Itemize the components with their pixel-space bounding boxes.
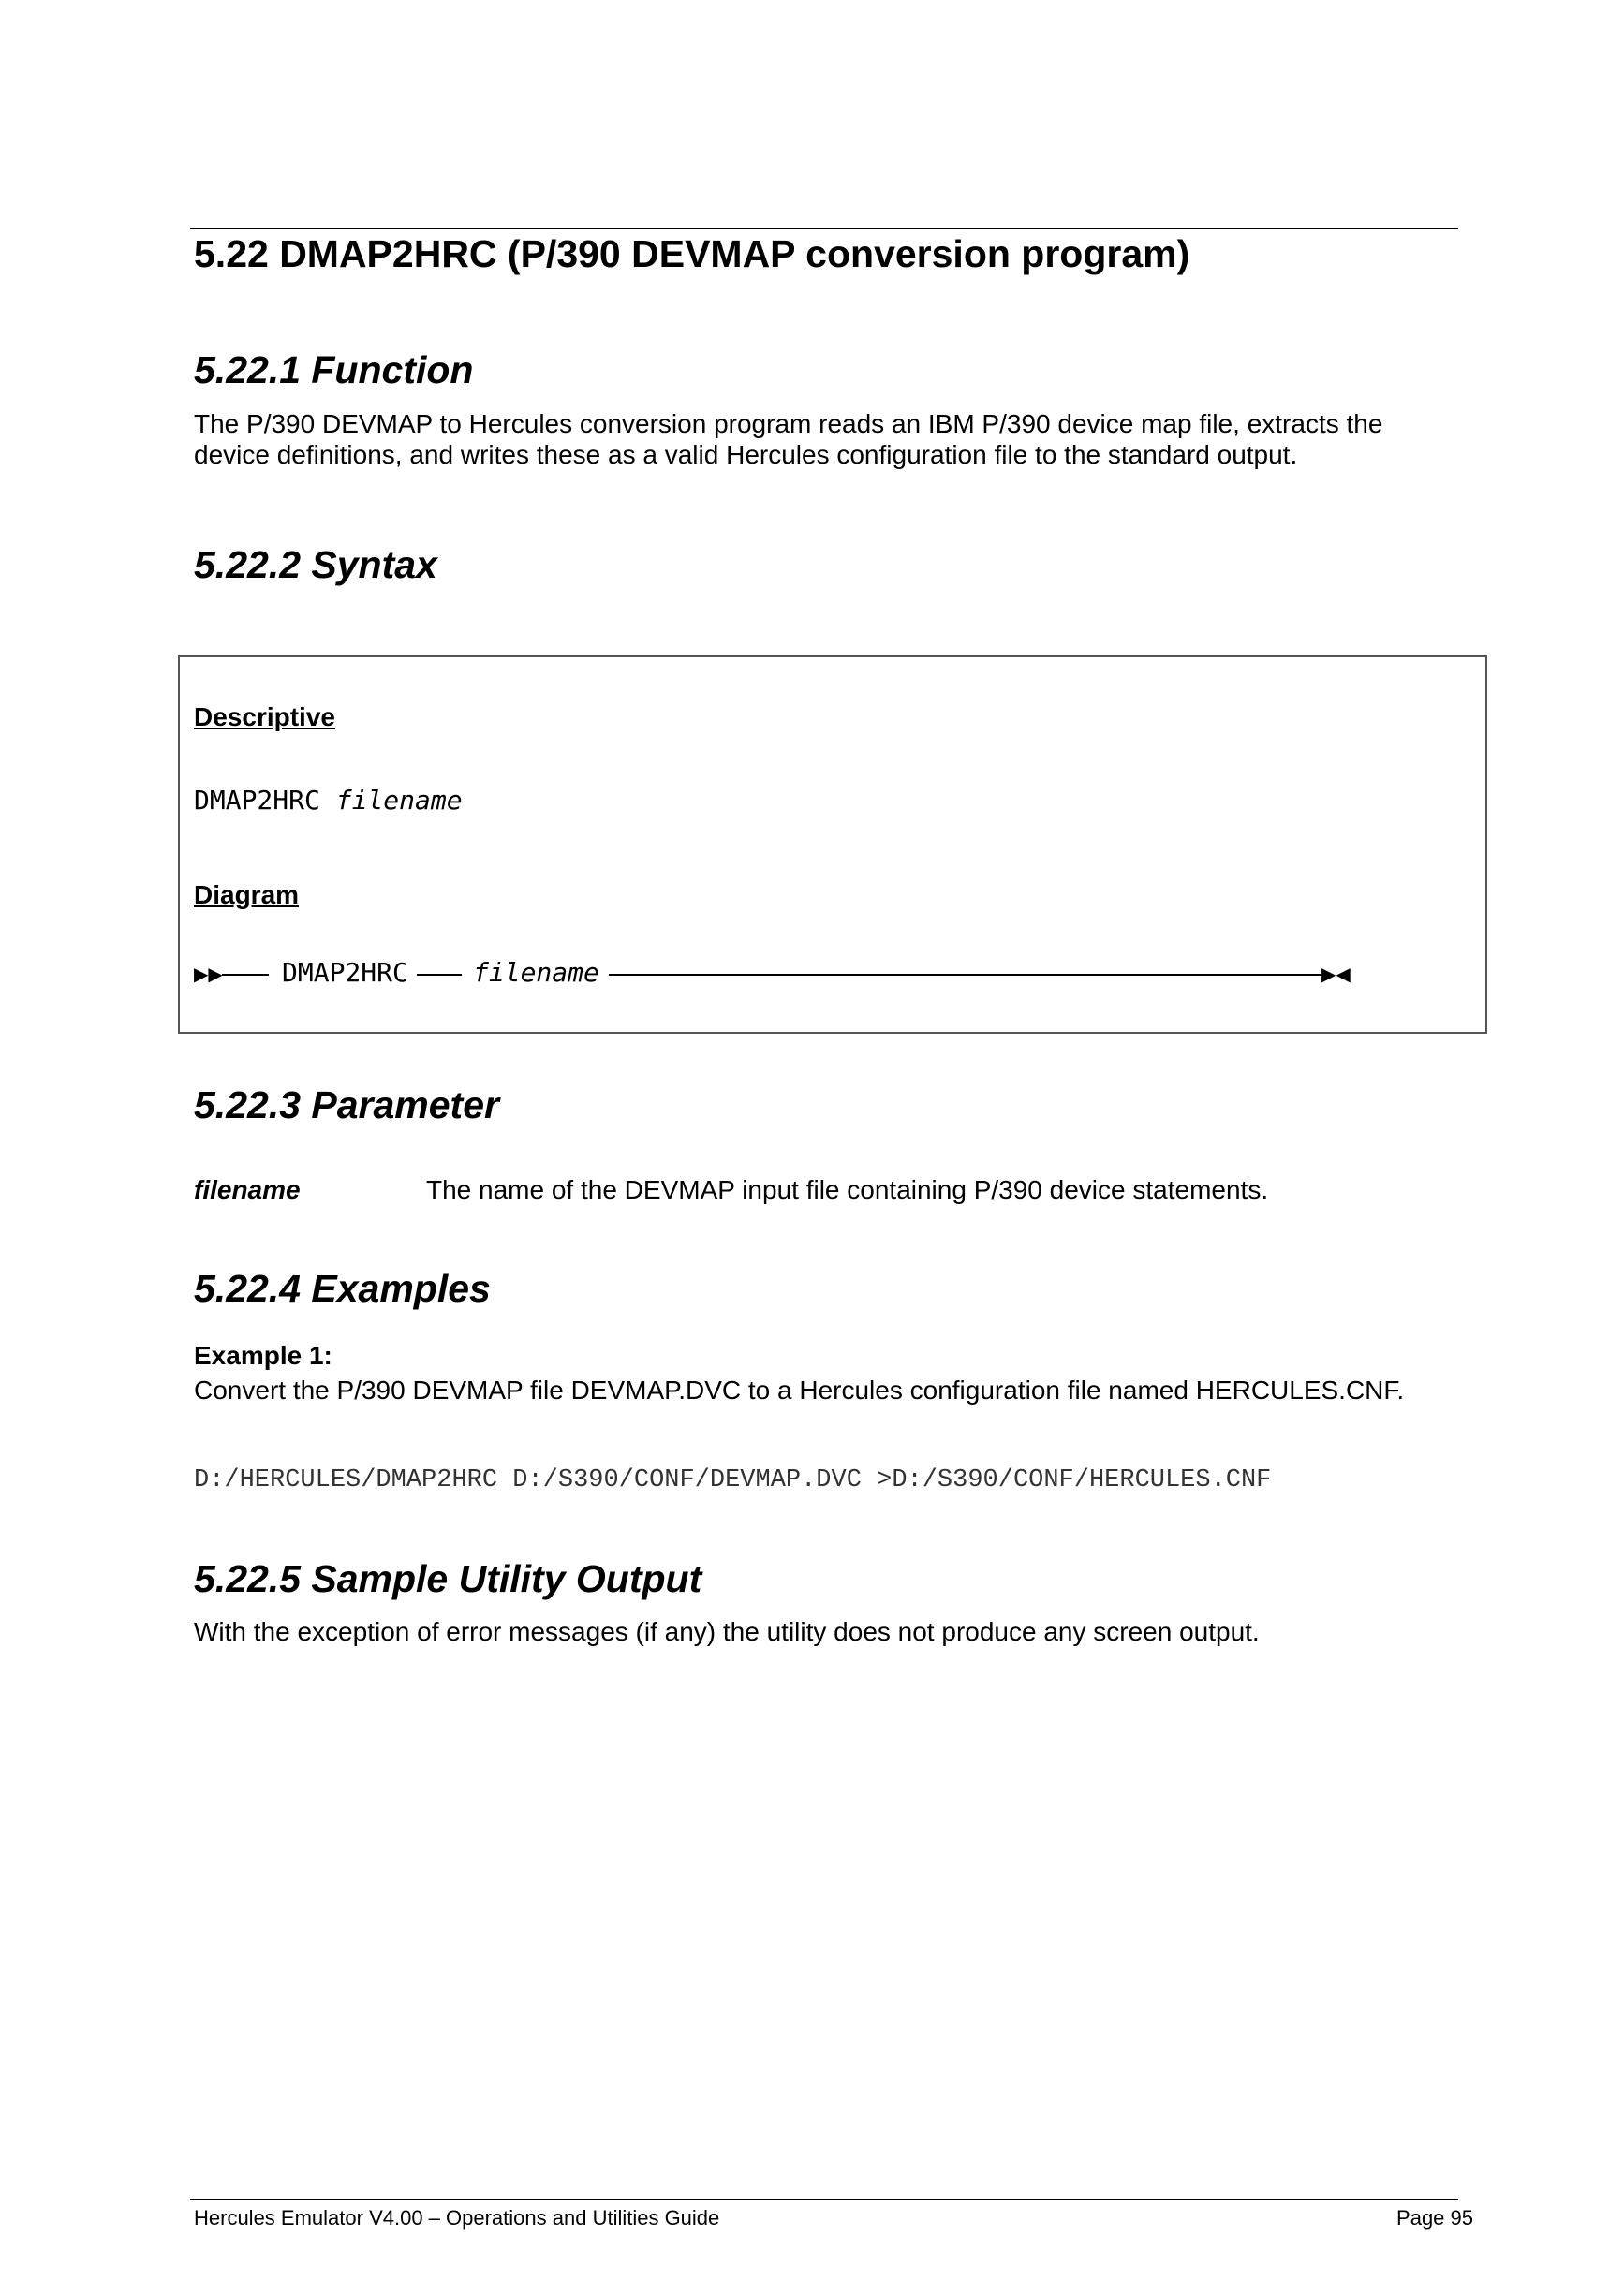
top-rule xyxy=(190,228,1458,229)
parameter-heading: 5.22.3 Parameter xyxy=(194,1083,499,1126)
function-text-line2: device definitions, and writes these as a valid Hercules configuration file to the standard output. xyxy=(194,440,1298,469)
descriptive-label: Descriptive xyxy=(194,702,335,731)
descriptive-param: filename xyxy=(335,785,463,816)
footer-title: Hercules Emulator V4.00 – Operations and Utilities Guide xyxy=(194,2206,720,2230)
sample-output-text: With the exception of error messages (if any) the utility does not produce any screen output. xyxy=(194,1617,1260,1646)
diagram-start-arrow-icon: ▶▶ xyxy=(194,963,223,985)
diagram-line-1 xyxy=(222,974,269,976)
diagram-param: filename xyxy=(473,957,599,988)
parameter-name: filename xyxy=(194,1175,301,1204)
descriptive-command: DMAP2HRC xyxy=(194,785,320,816)
descriptive-syntax xyxy=(194,785,463,816)
example-command: D:/HERCULES/DMAP2HRC D:/S390/CONF/DEVMAP.DVC >D:/S390/CONF/HERCULES.CNF xyxy=(194,1466,1272,1494)
diagram-line-3 xyxy=(609,974,1326,976)
example-label: Example 1: xyxy=(194,1341,332,1370)
sample-output-heading: 5.22.5 Sample Utility Output xyxy=(194,1557,702,1600)
example-text: Convert the P/390 DEVMAP file DEVMAP.DVC to a Hercules configuration file named HERCULES.CNF. xyxy=(194,1376,1405,1405)
diagram-end-arrow-icon: ▶◀ xyxy=(1321,963,1351,985)
page-number: Page 95 xyxy=(1396,2206,1473,2230)
function-heading: 5.22.1 Function xyxy=(194,348,474,391)
footer-rule xyxy=(190,2199,1458,2200)
diagram-line-2 xyxy=(417,974,462,976)
diagram-label: Diagram xyxy=(194,880,300,909)
function-text-line1: The P/390 DEVMAP to Hercules conversion program reads an IBM P/390 device map file, extracts the xyxy=(194,409,1383,438)
syntax-box xyxy=(178,655,1487,1034)
chapter-title: 5.22 DMAP2HRC (P/390 DEVMAP conversion program) xyxy=(194,232,1190,275)
parameter-description: The name of the DEVMAP input file containing P/390 device statements. xyxy=(426,1175,1269,1204)
syntax-heading: 5.22.2 Syntax xyxy=(194,543,437,586)
syntax-diagram xyxy=(194,957,1411,994)
examples-heading: 5.22.4 Examples xyxy=(194,1267,491,1310)
diagram-command: DMAP2HRC xyxy=(282,957,408,988)
